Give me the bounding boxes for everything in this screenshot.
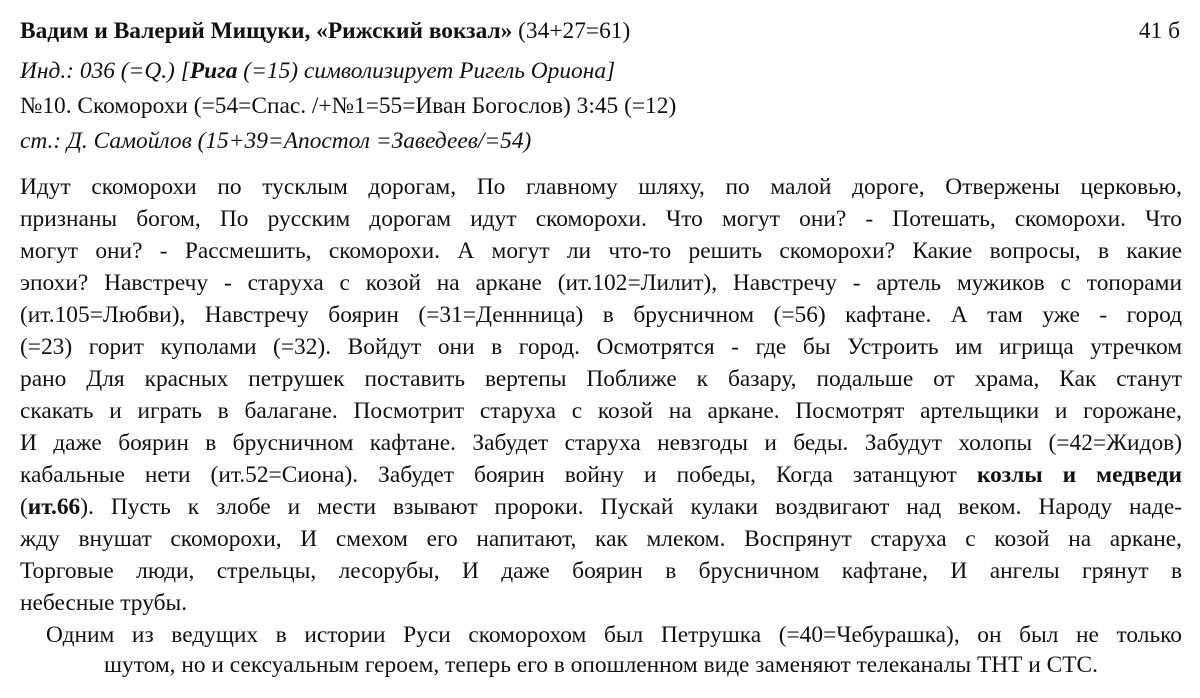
closing-line-2: шутом, но и сексуальным героем, теперь его в опошленном виде заменяют телеканалы ТНТ и СТС. xyxy=(104,652,1098,678)
track-line: №10. Скоморохи (=54=Спас. /+№1=55=Иван Богослов) 3:45 (=12) xyxy=(20,93,677,119)
index-prefix: Инд.: 036 (=Q.) [ xyxy=(20,58,190,84)
index-bold: Рига xyxy=(189,58,238,84)
body-line-14: небесные трубы. xyxy=(20,590,188,616)
title-numbers: (34+27=61) xyxy=(512,18,631,44)
page-number: 41 б xyxy=(1138,18,1180,44)
title-line xyxy=(20,16,630,46)
body-line-4: эпохи? Навстречу - старуха с козой на аркане (ит.102=Лилит), Навстречу - артель мужиков с топорами xyxy=(20,270,1182,296)
body-line-6: (=23) горит куполами (=32). Войдут они в город. Осмотрятся - где бы Устроить им игрища утречком xyxy=(20,334,1182,360)
body-line-7: рано Для красных петрушек поставить вертепы Поближе к базару, подальше от храма, Как станут xyxy=(20,366,1182,392)
body-line-9: И даже боярин в брусничном кафтане. Забудет старуха невзгоды и беды. Забудут холопы (=42=Жидов) xyxy=(20,430,1182,456)
song-title: Вадим и Валерий Мищуки, «Рижский вокзал» xyxy=(20,18,513,44)
body-line-11-text: ). Пусть к злобе и мести взывают пророки. Пускай кулаки воздвигают над веком. Народу наде- xyxy=(80,494,1182,520)
body-line-8: скакать и играть в балагане. Посмотрит старуха с козой на аркане. Посмотрят артельщики и горожане, xyxy=(20,398,1182,424)
closing-line-1: Одним из ведущих в истории Руси скоморохом был Петрушка (=40=Чебурашка), он был не только xyxy=(46,622,1182,648)
body-line-10-text: кабальные нети (ит.52=Сиона). Забудет боярин войну и победы, Когда затанцуют xyxy=(20,462,977,488)
body-line-12: жду внушат скоморохи, И смехом его напитают, как млеком. Воспрянут старуха с козой на аркане, xyxy=(20,526,1182,552)
body-line-3: могут они? - Рассмешить, скоморохи. А могут ли что-то решить скоморохи? Какие вопросы, в какие xyxy=(20,238,1182,264)
body-line-10-bold: козлы и медведи xyxy=(976,462,1182,488)
body-line-11-bold: ит.66 xyxy=(27,494,81,520)
lyrics-body xyxy=(20,171,1182,619)
body-line-5: (ит.105=Любви), Навстречу боярин (=31=Деннница) в брусничном (=56) кафтане. А там уже - город xyxy=(20,302,1182,328)
body-line-1: Идут скоморохи по тусклым дорогам, По главному шляху, по малой дороге, Отвержены церковью, xyxy=(20,174,1182,200)
closing-paragraph xyxy=(20,620,1182,680)
body-line-10 xyxy=(20,459,1182,491)
body-line-11-paren: ( xyxy=(20,494,28,520)
index-line xyxy=(20,56,615,86)
lyrics-author-line: ст.: Д. Самойлов (15+39=Апостол =Заведеев/=54) xyxy=(20,128,532,154)
body-line-11 xyxy=(20,491,1182,523)
body-line-2: признаны богом, По русским дорогам идут скоморохи. Что могут они? - Потешать, скоморохи. Что xyxy=(20,206,1182,232)
index-suffix: (=15) символизирует Ригель Ориона] xyxy=(237,58,616,84)
body-line-13: Торговые люди, стрельцы, лесорубы, И даже боярин в брусничном кафтане, И ангелы грянут в xyxy=(20,558,1182,584)
